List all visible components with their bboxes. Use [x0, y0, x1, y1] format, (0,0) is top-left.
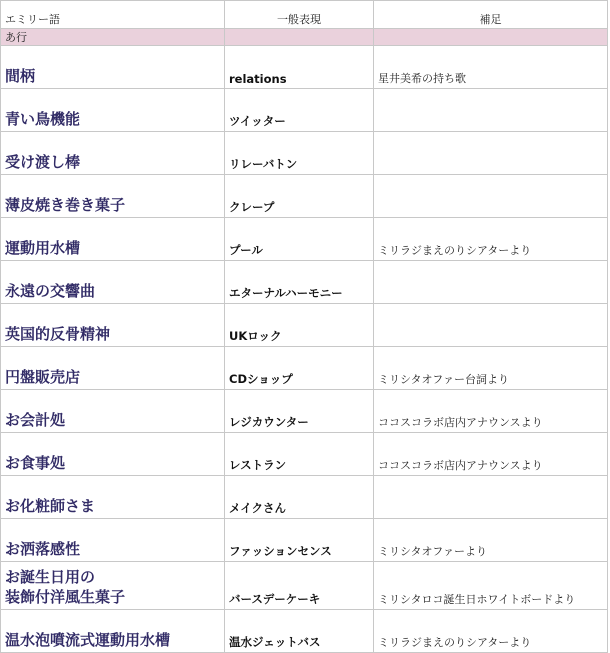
general-term-cell[interactable]: UKロック — [225, 304, 374, 347]
emily-term-line: お誕生日用の — [5, 568, 96, 586]
note-cell[interactable]: ミリラジまえのりシアターより — [374, 610, 608, 653]
emily-term-cell[interactable]: 英国的反骨精神 — [1, 304, 225, 347]
table-row — [1, 347, 608, 390]
table-row — [1, 46, 608, 89]
general-term-cell[interactable]: バースデーケーキ — [225, 562, 374, 610]
general-term-cell[interactable]: プール — [225, 218, 374, 261]
general-term-cell[interactable]: レジカウンター — [225, 390, 374, 433]
emily-term-cell[interactable]: お食事処 — [1, 433, 225, 476]
general-term-cell[interactable]: relations — [225, 46, 374, 89]
table-row — [1, 562, 608, 610]
note-cell[interactable] — [374, 476, 608, 519]
table-row — [1, 433, 608, 476]
general-term-cell[interactable]: エターナルハーモニー — [225, 261, 374, 304]
note-cell[interactable]: ミリシタオファー台詞より — [374, 347, 608, 390]
table-row — [1, 519, 608, 562]
general-term-cell[interactable]: ファッションセンス — [225, 519, 374, 562]
table-row — [1, 261, 608, 304]
note-cell[interactable] — [374, 304, 608, 347]
general-term-cell[interactable]: メイクさん — [225, 476, 374, 519]
note-cell[interactable] — [374, 89, 608, 132]
emily-term-line: 装飾付洋風生菓子 — [5, 588, 126, 606]
section-label-cell[interactable]: あ行 — [1, 29, 225, 46]
general-term-cell[interactable]: CDショップ — [225, 347, 374, 390]
emily-term-cell[interactable]: 運動用水槽 — [1, 218, 225, 261]
emily-term-cell[interactable]: お化粧師さま — [1, 476, 225, 519]
table-row — [1, 390, 608, 433]
table-row — [1, 175, 608, 218]
emily-term-cell[interactable]: 青い鳥機能 — [1, 89, 225, 132]
table-row — [1, 304, 608, 347]
note-cell[interactable]: ミリシタロコ誕生日ホワイトボードより — [374, 562, 608, 610]
note-cell[interactable] — [374, 132, 608, 175]
emily-term-cell[interactable]: 間柄 — [1, 46, 225, 89]
general-term-cell[interactable]: ツイッター — [225, 89, 374, 132]
general-term-cell[interactable]: クレープ — [225, 175, 374, 218]
note-cell[interactable] — [374, 175, 608, 218]
emily-term-cell[interactable] — [1, 562, 225, 610]
table-row — [1, 89, 608, 132]
note-cell[interactable]: 星井美希の持ち歌 — [374, 46, 608, 89]
emily-term-cell[interactable]: 受け渡し棒 — [1, 132, 225, 175]
header-cell-note[interactable]: 補足 — [374, 1, 608, 29]
section-row — [1, 29, 608, 46]
emily-term-cell[interactable]: 薄皮焼き巻き菓子 — [1, 175, 225, 218]
note-cell[interactable] — [374, 261, 608, 304]
general-term-cell[interactable]: リレーバトン — [225, 132, 374, 175]
note-cell[interactable]: ミリシタオファーより — [374, 519, 608, 562]
emily-term-cell[interactable]: 円盤販売店 — [1, 347, 225, 390]
emily-term-cell[interactable]: 温水泡噴流式運動用水槽 — [1, 610, 225, 653]
note-cell[interactable]: ココスコラボ店内アナウンスより — [374, 390, 608, 433]
table-row — [1, 610, 608, 653]
header-cell-general[interactable]: 一般表現 — [225, 1, 374, 29]
header-cell-emily[interactable]: エミリー語 — [1, 1, 225, 29]
table-row — [1, 476, 608, 519]
emily-term-cell[interactable]: お会計処 — [1, 390, 225, 433]
emily-term-cell[interactable]: 永遠の交響曲 — [1, 261, 225, 304]
table-row — [1, 132, 608, 175]
header-row — [1, 1, 608, 29]
emily-term-cell[interactable]: お洒落感性 — [1, 519, 225, 562]
note-cell[interactable]: ミリラジまえのりシアターより — [374, 218, 608, 261]
section-empty-cell[interactable] — [225, 29, 374, 46]
section-empty-cell[interactable] — [374, 29, 608, 46]
general-term-cell[interactable]: 温水ジェットバス — [225, 610, 374, 653]
note-cell[interactable]: ココスコラボ店内アナウンスより — [374, 433, 608, 476]
general-term-cell[interactable]: レストラン — [225, 433, 374, 476]
table-row — [1, 218, 608, 261]
